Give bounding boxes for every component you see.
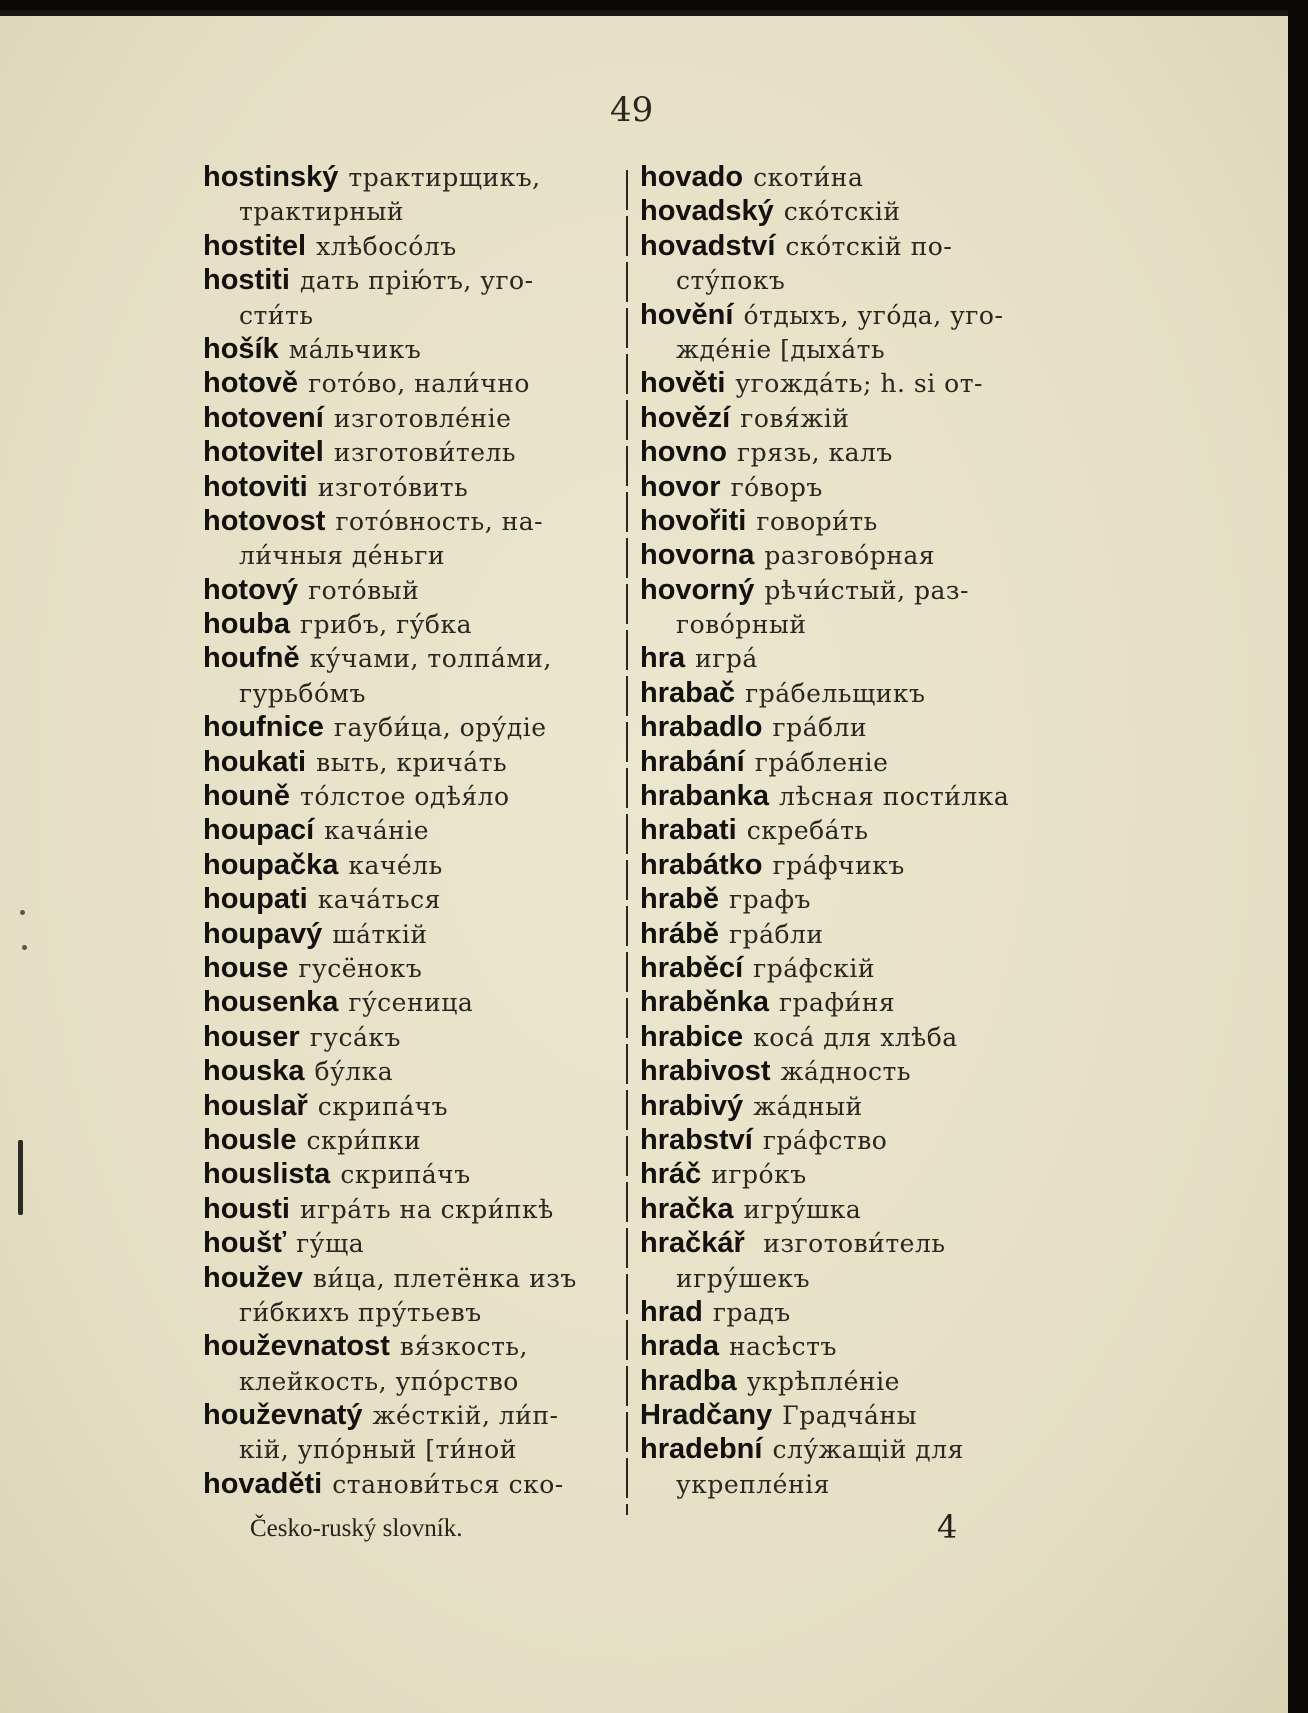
left-column [203,160,618,1501]
dictionary-entry [203,745,618,779]
headword: houpací [203,814,315,847]
dictionary-entry [203,470,618,504]
dictionary-entry [640,298,1070,332]
translation: гра́бли [728,919,824,949]
dictionary-entry [203,504,618,538]
headword: hra [640,642,686,675]
headword: hotovení [203,401,324,434]
translation: ги́бкихъ пру́тьевъ [239,1297,482,1327]
headword: hotovost [203,504,326,537]
dictionary-entry [203,332,618,366]
headword: hovno [640,436,727,469]
column-divider [626,170,628,1515]
translation: ви́ца, плетёнка изъ [312,1263,577,1293]
headword: hraběcí [640,951,744,984]
translation: жде́ніе [дыха́ть [676,334,886,364]
translation: гра́фство [762,1125,888,1155]
entry-continuation [640,332,1070,366]
dictionary-entry [640,641,1070,675]
translation: ли́чныя де́ньги [239,541,446,571]
translation: скрипа́чъ [340,1160,471,1190]
translation: кача́ніе [324,816,430,846]
entry-continuation [203,1364,618,1398]
translation: ско́тскій [783,197,901,227]
translation: изготови́тель [754,1229,946,1259]
translation: скреба́ть [746,816,869,846]
entry-continuation [640,1261,1070,1295]
translation: говя́жій [740,403,850,433]
translation: говори́ть [756,506,878,536]
translation: игру́шка [743,1194,862,1224]
translation: игра́ [695,644,758,674]
dictionary-entry [640,1089,1070,1123]
headword: houževnatost [203,1330,390,1363]
translation: укрепле́нія [676,1469,830,1499]
headword: hověti [640,367,726,400]
dictionary-entry [640,1226,1070,1260]
headword: hovorna [640,539,755,572]
translation: скри́пки [306,1125,422,1155]
headword: houkati [203,745,307,778]
dictionary-entry [640,504,1070,538]
headword: hovadský [640,195,774,228]
headword: hrabě [640,883,719,916]
translation: разгово́рная [764,541,936,571]
headword: hrabivost [640,1055,771,1088]
dictionary-entry [640,1123,1070,1157]
headword: houska [203,1055,305,1088]
translation: угожда́ть; h. si от- [735,369,983,399]
headword: hračkář [640,1227,745,1260]
translation: изгото́вить [317,472,469,502]
dictionary-entry [203,882,618,916]
entry-continuation [640,607,1070,641]
dictionary-entry [203,263,618,297]
translation: графи́ня [778,988,896,1018]
translation: гауби́ца, ору́діе [333,713,547,743]
translation: грибъ, гу́бка [300,610,473,640]
headword: hovězí [640,401,731,434]
headword: hošík [203,332,279,365]
dictionary-entry [203,1192,618,1226]
dictionary-entry [203,917,618,951]
translation: изготови́тель [333,438,517,468]
headword: houpačka [203,848,339,881]
translation: графъ [728,885,811,915]
dictionary-entry [640,538,1070,572]
translation: гово́рный [676,610,807,640]
dictionary-entry [203,779,618,813]
dictionary-entry [640,194,1070,228]
dictionary-entry [640,813,1070,847]
dictionary-page [0,10,1288,1713]
translation: скоти́на [753,163,864,192]
headword: hovado [640,161,744,193]
dictionary-entry [640,1398,1070,1432]
dictionary-entry [640,470,1070,504]
translation: гурьбо́мъ [239,678,366,708]
translation: ско́тскій по- [785,231,953,261]
headword: hotový [203,573,299,606]
translation: же́сткій, ли́п- [372,1401,559,1431]
translation: выть, крича́ть [316,747,508,777]
headword: houslař [203,1089,308,1122]
translation: гусёнокъ [298,953,423,983]
translation: гу́сеница [348,988,474,1018]
headword: hrabadlo [640,711,763,744]
headword: houfnice [203,711,324,744]
dictionary-entry [203,848,618,882]
signature-mark: 4 [937,1508,958,1546]
dictionary-entry [203,160,618,194]
translation: ма́льчикъ [288,334,422,364]
translation: игру́шекъ [676,1263,811,1293]
dictionary-entry [640,1329,1070,1363]
translation: клейкость, упо́рство [239,1366,519,1396]
headword: hraběnka [640,986,769,1019]
dictionary-entry [640,435,1070,469]
headword: hrabátko [640,848,763,881]
headword: houser [203,1020,300,1053]
dictionary-entry [203,1157,618,1191]
dictionary-entry [203,1226,618,1260]
translation: гра́фскій [753,953,876,983]
dictionary-entry [640,229,1070,263]
headword: houpavý [203,917,323,950]
translation: гу́ща [296,1229,365,1259]
dictionary-entry [203,607,618,641]
headword: hradební [640,1433,763,1466]
translation: гра́бленіе [754,747,889,777]
translation: скрипа́чъ [317,1091,449,1121]
translation: укрѣпле́ніе [746,1366,900,1396]
page-number: 49 [610,90,654,130]
translation: каче́ль [348,850,443,880]
translation: коса́ для хлѣба [753,1022,958,1052]
dictionary-entry [640,160,1070,194]
translation: гуса́къ [309,1022,401,1052]
translation: Градча́ны [782,1401,918,1431]
headword: houžev [203,1261,303,1294]
dictionary-entry [203,1329,618,1363]
headword: hostinský [203,161,339,193]
headword: hrabivý [640,1089,744,1122]
entry-continuation [640,263,1070,297]
footer-title: Česko-ruský slovník. [250,1515,463,1542]
dictionary-entry [203,1467,618,1501]
dictionary-entry [640,1364,1070,1398]
translation: о́тдыхъ, уго́да, уго- [743,300,1004,330]
dictionary-entry [640,1192,1070,1226]
headword: hovořiti [640,504,747,537]
headword: hrabati [640,814,737,847]
headword: hotovitel [203,436,324,469]
entry-continuation [203,1295,618,1329]
headword: hrabač [640,676,736,709]
headword: hovadství [640,229,776,262]
headword: hotoviti [203,470,308,503]
headword: hrabanka [640,780,769,813]
translation: кача́ться [317,885,441,915]
dictionary-entry [640,1020,1070,1054]
dictionary-entry [640,951,1070,985]
dictionary-entry [203,1398,618,1432]
dictionary-entry [203,813,618,847]
headword: houšť [203,1227,287,1260]
dictionary-entry [640,1054,1070,1088]
headword: houževnatý [203,1399,363,1432]
headword: hrada [640,1330,719,1363]
translation: жа́дность [780,1057,911,1087]
headword: houslista [203,1158,331,1191]
translation: кій, упо́рный [ти́ной [239,1435,517,1465]
entry-continuation [203,1432,618,1466]
headword: hráč [640,1158,702,1191]
translation: станови́ться ско- [332,1469,564,1499]
translation: гра́бли [772,713,868,743]
translation: дать прію́тъ, уго- [300,266,534,296]
headword: hrad [640,1295,703,1328]
dictionary-entry [203,1261,618,1295]
translation: градъ [712,1297,791,1327]
dictionary-entry [640,710,1070,744]
headword: hrabství [640,1123,753,1156]
headword: hovor [640,470,721,503]
headword: housenka [203,986,339,1019]
translation: бу́лка [314,1057,394,1087]
headword: houně [203,780,290,813]
dictionary-entry [640,1432,1070,1466]
dictionary-entry [203,435,618,469]
top-edge-rule [0,10,1288,16]
translation: игро́къ [711,1160,807,1190]
dictionary-entry [203,641,618,675]
margin-ink-dot [20,910,25,915]
translation: гра́фчикъ [772,850,905,880]
dictionary-entry [640,882,1070,916]
headword: hračka [640,1192,734,1225]
translation: вя́зкость, [399,1332,528,1362]
translation: гото́вность, на- [335,506,544,536]
headword: houba [203,608,290,641]
translation: сту́покъ [676,266,786,296]
headword: hovorný [640,573,755,606]
dictionary-entry [640,917,1070,951]
dictionary-entry [203,1054,618,1088]
translation: гото́во, нали́чно [308,369,530,399]
dictionary-entry [640,1295,1070,1329]
dictionary-entry [640,848,1070,882]
headword: housle [203,1123,297,1156]
entry-continuation [203,298,618,332]
dictionary-entry [203,229,618,263]
translation: слу́жащій для [772,1435,964,1465]
dictionary-entry [203,951,618,985]
headword: houpati [203,883,308,916]
margin-ink-dot [22,945,27,950]
translation: изготовле́ніе [333,403,512,433]
headword: Hradčany [640,1399,773,1432]
margin-ink-mark [18,1140,23,1215]
headword: hrabice [640,1020,744,1053]
translation: трактирный [239,197,405,227]
headword: hostiti [203,264,290,297]
entry-continuation [203,194,618,228]
right-column [640,160,1070,1501]
headword: hradba [640,1364,737,1397]
entry-continuation [203,538,618,572]
dictionary-entry [203,1020,618,1054]
translation: ша́ткій [332,919,428,949]
headword: hrabání [640,745,745,778]
headword: house [203,951,289,984]
dictionary-entry [640,401,1070,435]
dictionary-entry [203,573,618,607]
translation: грязь, калъ [737,438,893,468]
headword: hrábě [640,917,719,950]
translation: гото́вый [308,575,420,605]
dictionary-entry [203,366,618,400]
dictionary-entry [203,985,618,1019]
dictionary-entry [640,676,1070,710]
translation: лѣсная пости́лка [778,782,1010,812]
dictionary-entry [203,1089,618,1123]
translation: ку́чами, толпа́ми, [309,644,552,674]
dictionary-entry [640,985,1070,1019]
translation: хлѣбосо́лъ [316,231,457,261]
translation: го́воръ [730,472,823,502]
entry-continuation [640,1467,1070,1501]
dictionary-entry [203,401,618,435]
dictionary-entry [640,745,1070,779]
dictionary-entry [203,1123,618,1157]
translation: игра́ть на скри́пкѣ [300,1194,554,1224]
headword: hotově [203,367,299,400]
dictionary-entry [640,779,1070,813]
translation: трактирщикъ, [348,163,541,192]
translation: гра́бельщикъ [745,678,926,708]
headword: houfně [203,642,300,675]
translation: жа́дный [753,1091,863,1121]
dictionary-entry [640,573,1070,607]
translation: сти́ть [239,300,314,330]
headword: hovění [640,298,734,331]
dictionary-entry [203,710,618,744]
translation: насѣстъ [728,1332,837,1362]
dictionary-entry [640,1157,1070,1191]
headword: hostitel [203,229,307,262]
translation: то́лстое одѣя́ло [300,782,510,812]
headword: housti [203,1192,290,1225]
dictionary-entry [640,366,1070,400]
translation: рѣчи́стый, раз- [764,575,969,605]
headword: hovaděti [203,1467,323,1500]
entry-continuation [203,676,618,710]
